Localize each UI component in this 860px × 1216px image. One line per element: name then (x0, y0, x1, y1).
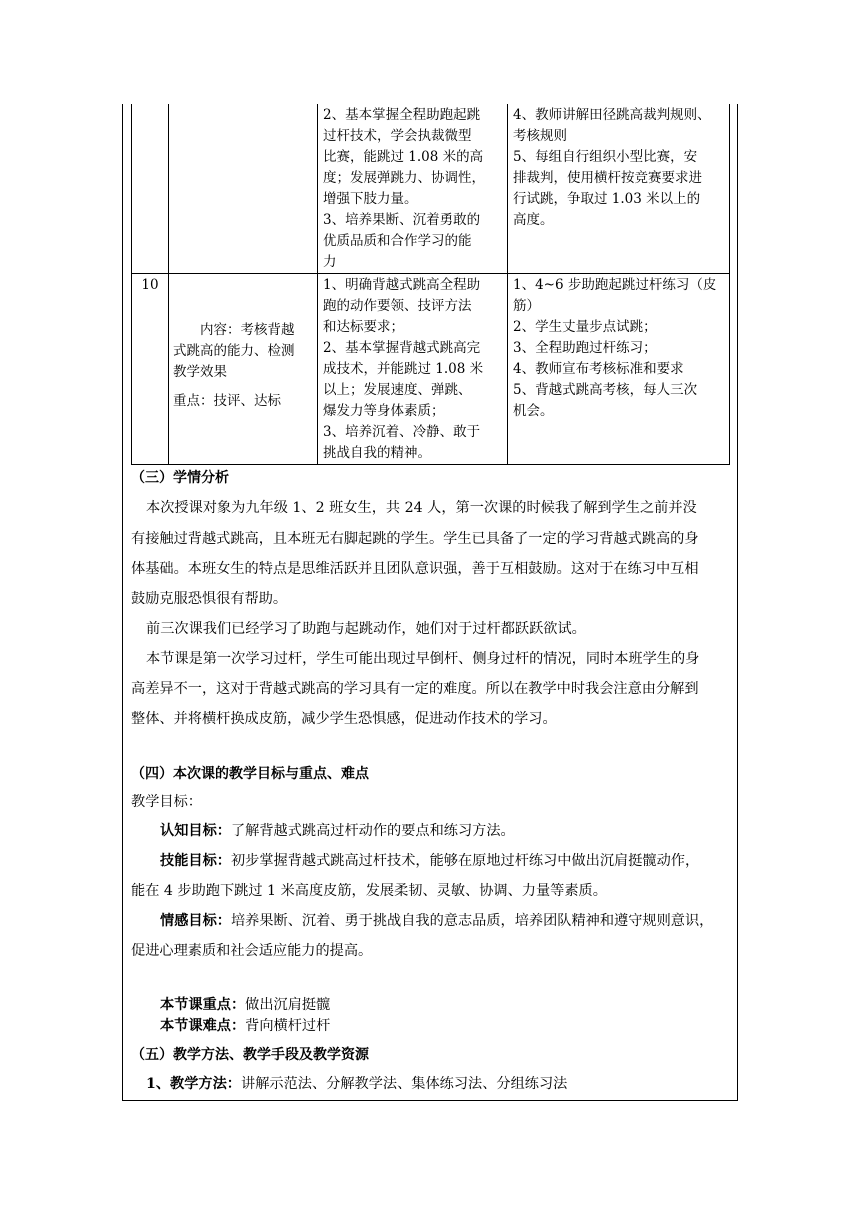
activity-line: 3、全程助跑过杆练习； (513, 340, 657, 356)
cognitive-goal-label: 认知目标： (160, 823, 231, 839)
content-cell (169, 274, 318, 465)
skill-goal-label: 技能目标： (160, 853, 231, 869)
goal-line: 过杆技术，学会执裁微型 (323, 128, 472, 144)
skill-goal-text: 初步掌握背越式跳高过杆技术，能够在原地过杆练习中做出沉肩挺髋动作， (230, 853, 700, 869)
number-cell (132, 104, 169, 274)
paragraph-line: 体基础。本班女生的特点是思维活跃并且团队意识强，善于互相鼓励。这对于在练习中互相 (131, 561, 699, 577)
goal-line: 和达标要求； (323, 319, 404, 335)
table-row (132, 274, 730, 465)
goals-cell (318, 274, 508, 465)
key-point (160, 994, 330, 1014)
paragraph-line: 整体、并将横杆换成皮筋，减少学生恐惧感，促进动作技术的学习。 (131, 711, 557, 727)
section-heading: （四）本次课的教学目标与重点、难点 (131, 766, 369, 782)
section-heading: （五）教学方法、教学手段及教学资源 (131, 1047, 369, 1063)
teaching-method-text: 讲解示范法、分解教学法、集体练习法、分组练习法 (241, 1076, 568, 1092)
lesson-number: 10 (132, 274, 169, 465)
teaching-method (146, 1073, 567, 1093)
activity-line: 考核规则 (513, 128, 567, 144)
activities-cell (508, 274, 730, 465)
content-line (173, 383, 313, 391)
paragraph-line: 本次授课对象为九年级 1、2 班女生，共 24 人，第一次课的时候我了解到学生之前并没 (146, 500, 697, 516)
paragraph-line: 高差异不一，这对于背越式跳高的学习具有一定的难度。所以在教学中时我会注意由分解到 (131, 681, 699, 697)
goal-line: 力 (323, 254, 337, 270)
content-line: 内容：考核背越 (173, 322, 295, 338)
goal-line: 挑战自我的精神。 (323, 445, 431, 461)
goal-line: 3、培养沉着、冷静、敢于 (323, 424, 481, 440)
activity-line: 筋） (513, 298, 540, 314)
emotional-goal-label: 情感目标： (160, 913, 231, 929)
paragraph-line: 有接触过背越式跳高，且本班无右脚起跳的学生。学生已具备了一定的学习背越式跳高的身 (131, 531, 699, 547)
activity-line: 5、每组自行组织小型比赛，安 (513, 149, 698, 165)
paragraph-line: 鼓励克服恐惧很有帮助。 (131, 591, 288, 607)
goals-cell (318, 104, 508, 274)
activity-line: 高度。 (513, 212, 554, 228)
lesson-plan-table (131, 104, 730, 465)
goals-label: 教学目标： (131, 794, 202, 810)
goal-line: 3、培养果断、沉着勇敢的 (323, 212, 481, 228)
activity-line: 行试跳，争取过 1.03 米以上的 (513, 191, 701, 207)
skill-goal (160, 850, 699, 870)
activities-cell (508, 104, 730, 274)
cognitive-goal (160, 820, 515, 840)
difficulty-text: 背向横杆过杆 (245, 1018, 331, 1034)
content-line: 教学效果 (173, 364, 227, 380)
table-row (132, 104, 730, 274)
emotional-goal (160, 910, 713, 930)
content-line: 重点：技评、达标 (173, 393, 281, 409)
goal-line: 跑的动作要领、技评方法 (323, 298, 472, 314)
goal-line: 1、明确背越式跳高全程助 (323, 277, 481, 293)
activity-line: 5、背越式跳高考核，每人三次 (513, 382, 698, 398)
emotional-goal-text: 培养果断、沉着、勇于挑战自我的意志品质，培养团队精神和遵守规则意识， (230, 913, 714, 929)
key-point-text: 做出沉肩挺髋 (245, 997, 331, 1013)
goal-line: 度；发展弹跳力、协调性， (323, 170, 485, 186)
teaching-method-label: 1、教学方法： (146, 1076, 241, 1092)
paragraph-line: 前三次课我们已经学习了助跑与起跳动作，她们对于过杆都跃跃欲试。 (146, 621, 586, 637)
goal-line: 爆发力等身体素质； (323, 403, 445, 419)
goal-line: 2、基本掌握全程助跑起跳 (323, 107, 481, 123)
goal-line: 成技术，并能跳过 1.08 米 (323, 361, 484, 377)
activity-line: 4、教师讲解田径跳高裁判规则、 (513, 107, 711, 123)
key-point-label: 本节课重点： (160, 997, 246, 1013)
goal-line: 增强下肢力量。 (323, 191, 418, 207)
goal-line: 2、基本掌握背越式跳高完 (323, 340, 481, 356)
section-heading: （三）学情分析 (131, 470, 229, 486)
difficulty-label: 本节课难点： (160, 1018, 246, 1034)
activity-line: 2、学生丈量步点试跳； (513, 319, 657, 335)
difficulty-point (160, 1015, 330, 1035)
cognitive-goal-text: 了解背越式跳高过杆动作的要点和练习方法。 (230, 823, 515, 839)
goal-line: 比赛，能跳过 1.08 米的高 (323, 149, 484, 165)
emotional-goal-text-cont: 促进心理素质和社会适应能力的提高。 (131, 943, 373, 959)
paragraph-line: 本节课是第一次学习过杆，学生可能出现过早倒杆、侧身过杆的情况，同时本班学生的身 (146, 651, 700, 667)
skill-goal-text-cont: 能在 4 步助跑下跳过 1 米高度皮筋，发展柔韧、灵敏、协调、力量等素质。 (131, 883, 607, 899)
activity-line: 4、教师宣布考核标准和要求 (513, 361, 684, 377)
content-cell (169, 104, 318, 274)
activity-line: 1、4~6 步助跑起跳过杆练习（皮 (513, 277, 717, 293)
goal-line: 优质品质和合作学习的能 (323, 233, 472, 249)
content-line: 式跳高的能力、检测 (173, 343, 295, 359)
activity-line: 机会。 (513, 403, 554, 419)
goal-line: 以上；发展速度、弹跳、 (323, 382, 472, 398)
activity-line: 排裁判，使用横杆按竞赛要求进 (513, 170, 702, 186)
